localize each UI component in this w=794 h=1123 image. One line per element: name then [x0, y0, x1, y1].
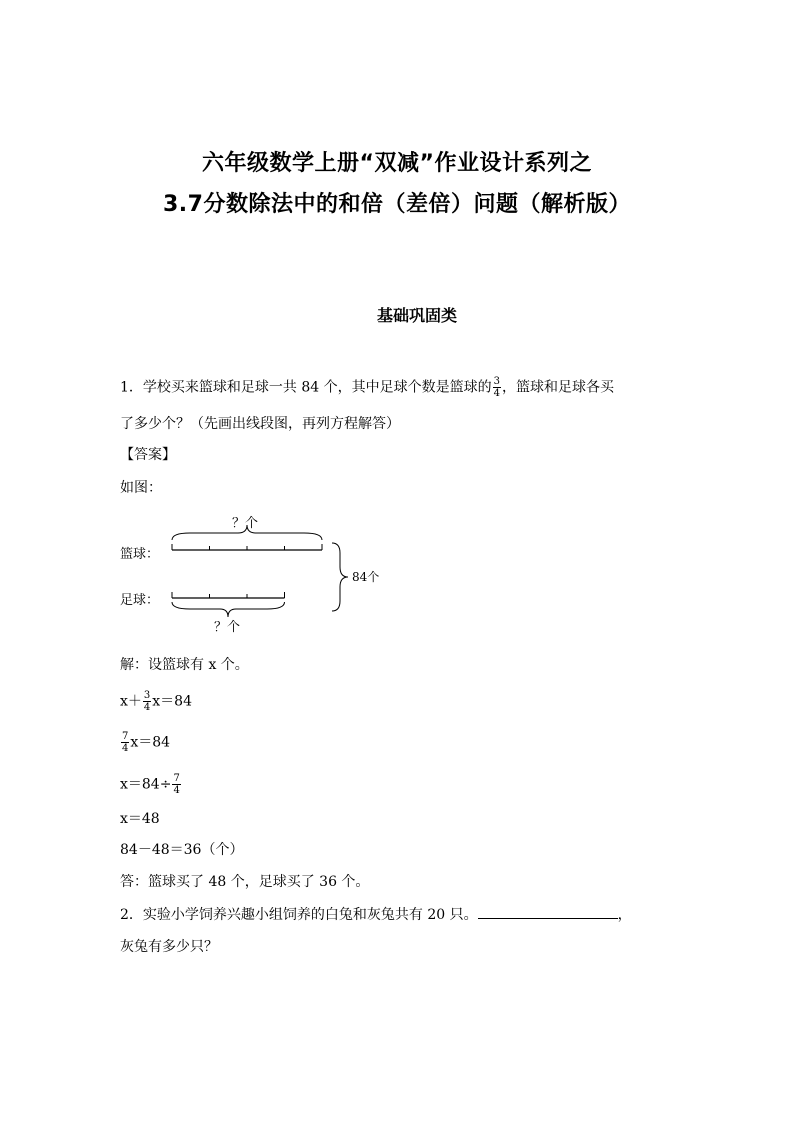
- bottom-brace: [172, 602, 285, 617]
- doc-title-line1: 六年级数学上册“双减”作业设计系列之: [202, 151, 592, 176]
- equation-2: [120, 731, 170, 754]
- q2-fill-blank: [478, 904, 618, 919]
- eq1-part-a: x＋: [120, 693, 142, 710]
- eq3-part-a: x＝84÷: [120, 776, 172, 793]
- diagram-top-question: ？个: [232, 516, 259, 531]
- eq2-part-b: x＝84: [130, 734, 171, 751]
- eq1-part-b: x＝84: [152, 693, 192, 710]
- answer-label: 【答案】: [120, 447, 176, 463]
- equation-1: [120, 690, 192, 713]
- q1-fraction: [493, 376, 501, 399]
- line-segment-diagram: [110, 505, 410, 640]
- as-shown-label: 如图：: [120, 480, 162, 496]
- top-brace: [172, 525, 322, 540]
- q1-text-b: ，篮球和足球各买: [502, 379, 614, 396]
- section-heading: 基础巩固类: [376, 306, 457, 325]
- eq3-frac-num: 7: [173, 773, 180, 784]
- eq2-frac-den: 4: [122, 743, 129, 754]
- equation-4: x＝48: [120, 811, 160, 827]
- eq3-fraction: [172, 773, 180, 796]
- q2-line1: [120, 904, 632, 925]
- solution-answer: 答：篮球买了 48 个，足球买了 36 个。: [120, 874, 370, 890]
- q1-frac-num: 3: [493, 376, 500, 387]
- eq1-fraction: [143, 690, 151, 713]
- diagram-bottom-question: ？个: [214, 620, 241, 635]
- q2-line2: 灰兔有多少只？: [120, 939, 218, 955]
- doc-title-line2: 3.7分数除法中的和倍（差倍）问题（解析版）: [163, 192, 631, 217]
- solution-let: 解：设篮球有 x 个。: [120, 657, 249, 673]
- eq2-frac-num: 7: [122, 731, 129, 742]
- q1-line1: [120, 376, 614, 399]
- total-label: 84个: [352, 570, 380, 584]
- q2-text-b: ，: [617, 907, 632, 923]
- eq3-frac-den: 4: [173, 785, 180, 796]
- q1-frac-den: 4: [493, 388, 500, 399]
- basketball-label: 篮球：: [120, 547, 160, 562]
- eq1-frac-den: 4: [143, 702, 151, 713]
- equation-5: 84－48＝36（个）: [120, 842, 244, 858]
- eq2-fraction: [121, 731, 129, 754]
- q2-text-a: 2．实验小学饲养兴趣小组饲养的白兔和灰兔共有 20 只。: [120, 907, 478, 923]
- total-brace: [332, 543, 348, 611]
- football-label: 足球：: [120, 593, 160, 608]
- q1-line2: 了多少个？（先画出线段图，再列方程解答）: [120, 416, 400, 432]
- equation-3: [120, 773, 182, 796]
- q1-text-a: 1．学校买来篮球和足球一共 84 个，其中足球个数是篮球的: [120, 379, 492, 396]
- eq1-frac-num: 3: [143, 690, 151, 701]
